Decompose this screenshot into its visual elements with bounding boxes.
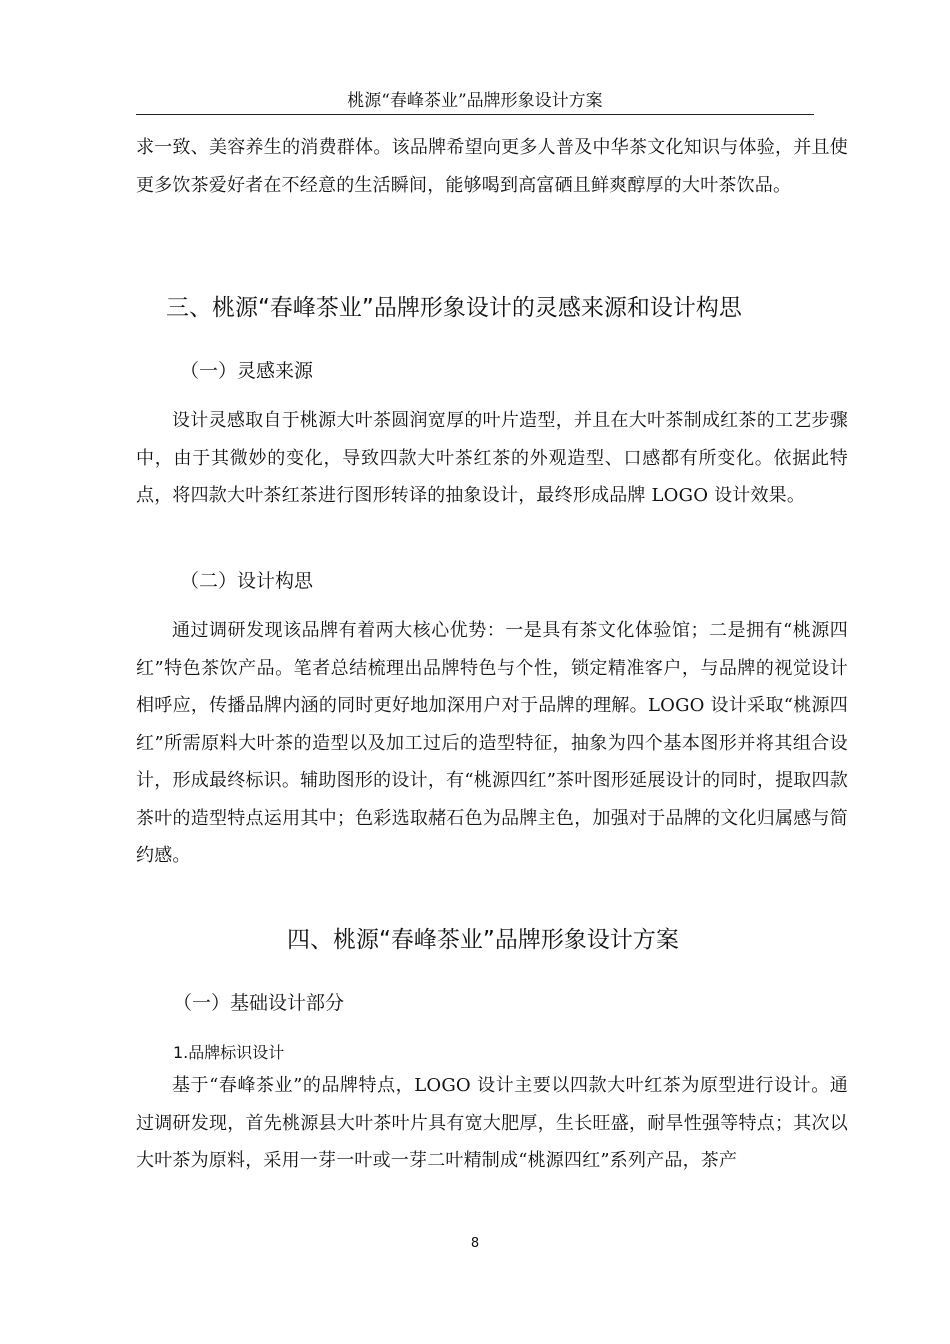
intro-paragraph: 求一致、美容养生的消费群体。该品牌希望向更多人普及中华茶文化知识与体验，并且使更多饮茶爱好者在不经意的生活瞬间，能够喝到高富硒且鲜爽醇厚的大叶茶饮品。: [136, 137, 848, 196]
section-3-heading: 三、桃源“春峰茶业”品牌形象设计的灵感来源和设计构思: [166, 295, 742, 321]
inspiration-paragraph: 设计灵感取自于桃源大叶茶圆润宽厚的叶片造型，并且在大叶茶制成红茶的工艺步骤中，由于其微妙的变化，导致四款大叶茶红茶的外观造型、口感都有所变化。依据此特点，将四款大叶茶红茶进行图形转译的抽象设计，最终形成品牌 LOGO 设计效果。: [136, 410, 848, 506]
running-header: 桃源“春峰茶业”品牌形象设计方案: [136, 88, 814, 115]
section-4-heading: 四、桃源“春峰茶业”品牌形象设计方案: [287, 927, 679, 953]
page-number: 8: [470, 1236, 480, 1251]
subsection-3-2-heading: （二）设计构思: [180, 570, 314, 592]
logo-paragraph: 基于“春峰茶业”的品牌特点，LOGO 设计主要以四款大叶红茶为原型进行设计。通过调研发现，首先桃源县大叶茶叶片具有宽大肥厚，生长旺盛，耐旱性强等特点；其次以大叶茶为原料，采用一芽一叶或一芽二叶精制成“桃源四红”系列产品，茶产: [136, 1075, 848, 1171]
item-4-1-1-heading: 1.品牌标识设计: [173, 1043, 285, 1062]
subsection-4-1-heading: （一）基础设计部分: [173, 992, 345, 1014]
concept-paragraph: 通过调研发现该品牌有着两大核心优势：一是具有茶文化体验馆；二是拥有“桃源四红”特色茶饮产品。笔者总结梳理出品牌特色与个性，锁定精准客户，与品牌的视觉设计相呼应，传播品牌内涵的同时更好地加深用户对于品牌的理解。LOGO 设计采取“桃源四红”所需原料大叶茶的造型以及加工过后的造型特征，抽象为四个基本图形并将其组合设计，形成最终标识。辅助图形的设计，有“桃源四红”茶叶图形延展设计的同时，提取四款茶叶的造型特点运用其中；色彩选取赭石色为品牌主色，加强对于品牌的文化归属感与简约感。: [136, 620, 848, 866]
subsection-3-1-heading: （一）灵感来源: [180, 360, 314, 382]
